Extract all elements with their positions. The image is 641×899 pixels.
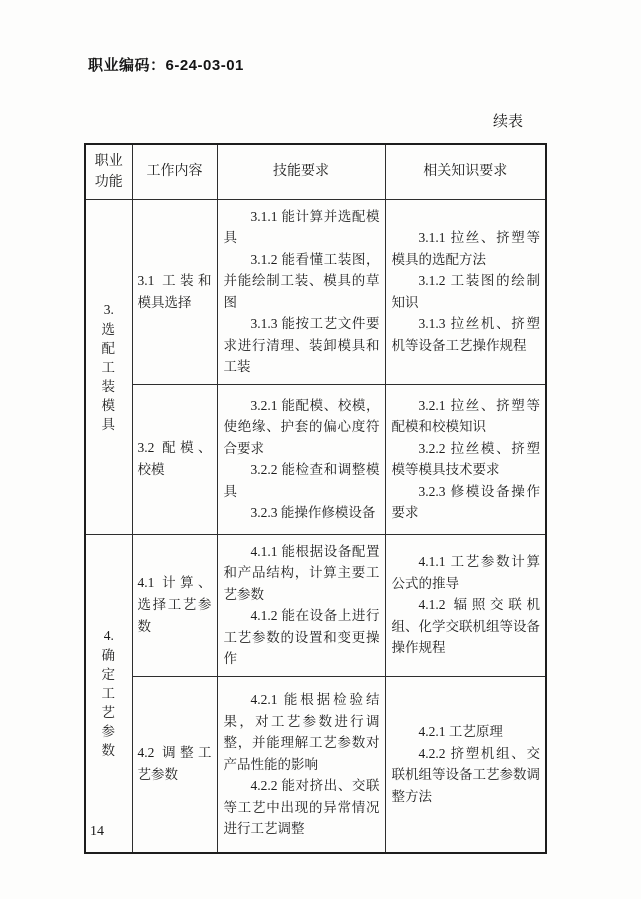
skill-item: 3.2.1 能配模、校模，使绝缘、护套的偏心度符合要求: [223, 397, 380, 456]
page-number: 14: [90, 824, 104, 839]
skill-item: 4.2.2 能对挤出、交联等工艺中出现的异常情况进行工艺调整: [223, 778, 380, 836]
function-cell-4: [85, 534, 132, 853]
table-row: [85, 384, 546, 534]
occupation-code: 职业编码：6-24-03-01: [88, 57, 244, 74]
work-content-cell-3-1: 3.1 工装和模具选择: [132, 199, 217, 384]
knowledge-item: 4.2.2 挤塑机组、交联机组等设备工艺参数调整方法: [391, 745, 540, 804]
function-number: 3.: [103, 301, 114, 317]
table-row: [85, 676, 546, 853]
skill-requirements-cell-3-1: [217, 199, 385, 384]
skill-item: 4.1.2 能在设备上进行工艺参数的设置和变更操作: [223, 608, 380, 666]
function-name: 确定工艺参数: [101, 648, 116, 759]
col-header-work-content: 工作内容: [132, 144, 217, 199]
knowledge-requirements-cell-4-1: [385, 534, 546, 676]
function-number: 4.: [103, 628, 114, 644]
skill-requirements-cell-4-2: [217, 676, 385, 853]
knowledge-requirements-cell-3-1: [385, 199, 546, 384]
knowledge-item: 3.1.1 拉丝、挤塑等模具的选配方法: [391, 230, 540, 267]
knowledge-item: 3.2.1 拉丝、挤塑等配模和校模知识: [391, 397, 540, 434]
knowledge-item: 3.2.3 修模设备操作要求: [391, 483, 540, 520]
knowledge-item: 4.1.2 辐照交联机组、化学交联机组等设备操作规程: [391, 597, 540, 656]
knowledge-requirements-cell-4-2: [385, 676, 546, 853]
skill-item: 3.2.2 能检查和调整模具: [223, 462, 380, 499]
work-content-cell-4-2: 4.2 调整工艺参数: [132, 676, 217, 853]
col-header-occupational-function: 职业功能: [85, 144, 132, 199]
table-row: [85, 534, 546, 676]
skill-item: 4.2.1 能根据检验结果，对工艺参数进行调整，并能理解工艺参数对产品性能的影响: [223, 692, 380, 772]
work-content-cell-4-1: 4.1 计算、选择工艺参数: [132, 534, 217, 676]
skill-item: 3.1.2 能看懂工装图，并能绘制工装、模具的草图: [223, 251, 380, 310]
skill-item: 3.2.3 能操作修模设备: [250, 505, 376, 520]
skill-requirements-cell-3-2: [217, 384, 385, 534]
table-row: [85, 199, 546, 384]
continued-table-label: 续表: [492, 114, 523, 130]
skill-item: 3.1.3 能按工艺文件要求进行清理、装卸模具和工装: [223, 316, 380, 374]
skill-requirements-cell-4-1: [217, 534, 385, 676]
knowledge-item: 3.1.3 拉丝机、挤塑机等设备工艺操作规程: [391, 316, 540, 353]
knowledge-item: 3.1.2 工装图的绘制知识: [391, 273, 540, 310]
col-header-skill-requirements: 技能要求: [217, 144, 385, 199]
knowledge-requirements-cell-3-2: [385, 384, 546, 534]
skill-item: 3.1.1 能计算并选配模具: [223, 208, 380, 245]
function-name: 选配工装模具: [101, 321, 116, 432]
col-header-knowledge-requirements: 相关知识要求: [385, 144, 546, 199]
knowledge-item: 4.1.1 工艺参数计算公式的推导: [391, 554, 540, 591]
knowledge-item: 4.2.1 工艺原理: [418, 724, 503, 740]
occupational-standard-table: [84, 143, 547, 854]
work-content-cell-3-2: 3.2 配模、校模: [132, 384, 217, 534]
knowledge-item: 3.2.2 拉丝模、挤塑模等模具技术要求: [391, 440, 540, 477]
function-cell-3: [85, 199, 132, 534]
table-header-row: [85, 144, 546, 199]
skill-item: 4.1.1 能根据设备配置和产品结构，计算主要工艺参数: [223, 543, 380, 602]
